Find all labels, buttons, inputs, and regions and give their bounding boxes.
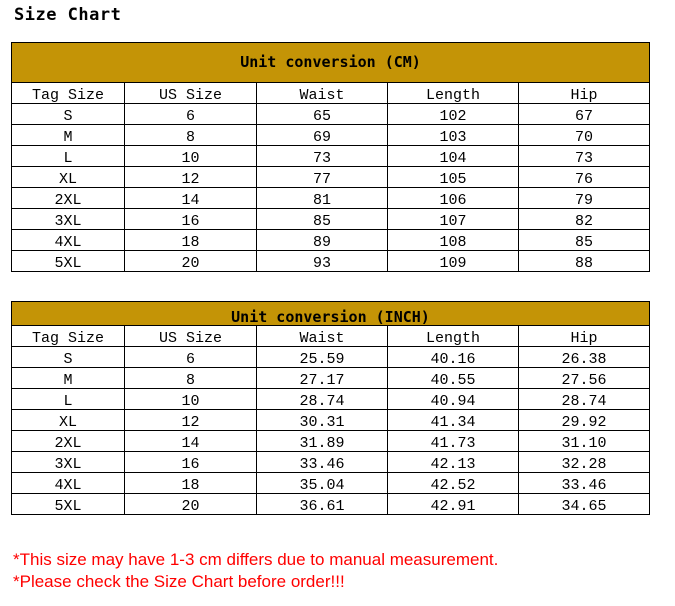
hip-cell: 27.56 (519, 368, 650, 389)
us-size-cell: 6 (125, 104, 257, 125)
column-header-tag-size: Tag Size (12, 83, 125, 104)
waist-cell: 31.89 (257, 431, 388, 452)
table-row (12, 452, 650, 473)
length-cell: 40.94 (388, 389, 519, 410)
tag-size-cell: 2XL (12, 188, 125, 209)
tag-size-cell: XL (12, 167, 125, 188)
column-header-waist: Waist (257, 326, 388, 347)
hip-cell: 33.46 (519, 473, 650, 494)
hip-cell: 79 (519, 188, 650, 209)
length-cell: 106 (388, 188, 519, 209)
table-row (12, 167, 650, 188)
tag-size-cell: XL (12, 410, 125, 431)
hip-cell: 76 (519, 167, 650, 188)
tag-size-cell: 4XL (12, 473, 125, 494)
length-cell: 41.34 (388, 410, 519, 431)
column-header-length: Length (388, 326, 519, 347)
waist-cell: 65 (257, 104, 388, 125)
column-header-hip: Hip (519, 326, 650, 347)
length-cell: 40.55 (388, 368, 519, 389)
table-row (12, 188, 650, 209)
table-row (12, 209, 650, 230)
table-row (12, 431, 650, 452)
column-header-tag-size: Tag Size (12, 326, 125, 347)
length-cell: 108 (388, 230, 519, 251)
us-size-cell: 10 (125, 389, 257, 410)
table-row (12, 389, 650, 410)
waist-cell: 25.59 (257, 347, 388, 368)
length-cell: 104 (388, 146, 519, 167)
tag-size-cell: S (12, 104, 125, 125)
hip-cell: 31.10 (519, 431, 650, 452)
table-row (12, 230, 650, 251)
length-cell: 107 (388, 209, 519, 230)
us-size-cell: 16 (125, 452, 257, 473)
table-row (12, 473, 650, 494)
table-banner-inch: Unit conversion (INCH) (12, 302, 650, 326)
column-header-us-size: US Size (125, 83, 257, 104)
size-table-inch (11, 301, 650, 515)
table-row (12, 347, 650, 368)
us-size-cell: 8 (125, 125, 257, 146)
length-cell: 42.13 (388, 452, 519, 473)
hip-cell: 73 (519, 146, 650, 167)
us-size-cell: 14 (125, 431, 257, 452)
tag-size-cell: L (12, 389, 125, 410)
us-size-cell: 10 (125, 146, 257, 167)
us-size-cell: 20 (125, 251, 257, 272)
waist-cell: 73 (257, 146, 388, 167)
hip-cell: 32.28 (519, 452, 650, 473)
hip-cell: 70 (519, 125, 650, 146)
length-cell: 102 (388, 104, 519, 125)
table-row (12, 368, 650, 389)
table-row (12, 146, 650, 167)
tag-size-cell: M (12, 368, 125, 389)
waist-cell: 89 (257, 230, 388, 251)
tag-size-cell: 3XL (12, 452, 125, 473)
waist-cell: 77 (257, 167, 388, 188)
tag-size-cell: 5XL (12, 251, 125, 272)
length-cell: 42.52 (388, 473, 519, 494)
table-row (12, 125, 650, 146)
hip-cell: 85 (519, 230, 650, 251)
table-row (12, 251, 650, 272)
us-size-cell: 8 (125, 368, 257, 389)
tag-size-cell: 5XL (12, 494, 125, 515)
length-cell: 40.16 (388, 347, 519, 368)
hip-cell: 29.92 (519, 410, 650, 431)
column-header-hip: Hip (519, 83, 650, 104)
length-cell: 105 (388, 167, 519, 188)
us-size-cell: 12 (125, 410, 257, 431)
us-size-cell: 14 (125, 188, 257, 209)
waist-cell: 36.61 (257, 494, 388, 515)
length-cell: 103 (388, 125, 519, 146)
waist-cell: 35.04 (257, 473, 388, 494)
length-cell: 41.73 (388, 431, 519, 452)
size-chart-reminder: *Please check the Size Chart before order!!! (13, 572, 345, 591)
table-header-row (12, 83, 650, 104)
hip-cell: 82 (519, 209, 650, 230)
page-title: Size Chart (14, 5, 122, 25)
table-row (12, 410, 650, 431)
waist-cell: 28.74 (257, 389, 388, 410)
table-row (12, 494, 650, 515)
waist-cell: 30.31 (257, 410, 388, 431)
tag-size-cell: L (12, 146, 125, 167)
tag-size-cell: S (12, 347, 125, 368)
us-size-cell: 16 (125, 209, 257, 230)
table-header-row (12, 326, 650, 347)
hip-cell: 28.74 (519, 389, 650, 410)
hip-cell: 67 (519, 104, 650, 125)
column-header-us-size: US Size (125, 326, 257, 347)
hip-cell: 26.38 (519, 347, 650, 368)
tag-size-cell: M (12, 125, 125, 146)
waist-cell: 27.17 (257, 368, 388, 389)
waist-cell: 81 (257, 188, 388, 209)
waist-cell: 33.46 (257, 452, 388, 473)
table-banner-cm: Unit conversion (CM) (12, 43, 650, 83)
length-cell: 109 (388, 251, 519, 272)
us-size-cell: 18 (125, 230, 257, 251)
us-size-cell: 12 (125, 167, 257, 188)
column-header-waist: Waist (257, 83, 388, 104)
us-size-cell: 6 (125, 347, 257, 368)
hip-cell: 34.65 (519, 494, 650, 515)
waist-cell: 69 (257, 125, 388, 146)
size-table-cm (11, 42, 650, 272)
column-header-length: Length (388, 83, 519, 104)
hip-cell: 88 (519, 251, 650, 272)
tag-size-cell: 2XL (12, 431, 125, 452)
us-size-cell: 18 (125, 473, 257, 494)
table-row (12, 104, 650, 125)
waist-cell: 85 (257, 209, 388, 230)
us-size-cell: 20 (125, 494, 257, 515)
tag-size-cell: 3XL (12, 209, 125, 230)
measurement-note: *This size may have 1-3 cm differs due to manual measurement. (13, 550, 499, 569)
waist-cell: 93 (257, 251, 388, 272)
tag-size-cell: 4XL (12, 230, 125, 251)
length-cell: 42.91 (388, 494, 519, 515)
